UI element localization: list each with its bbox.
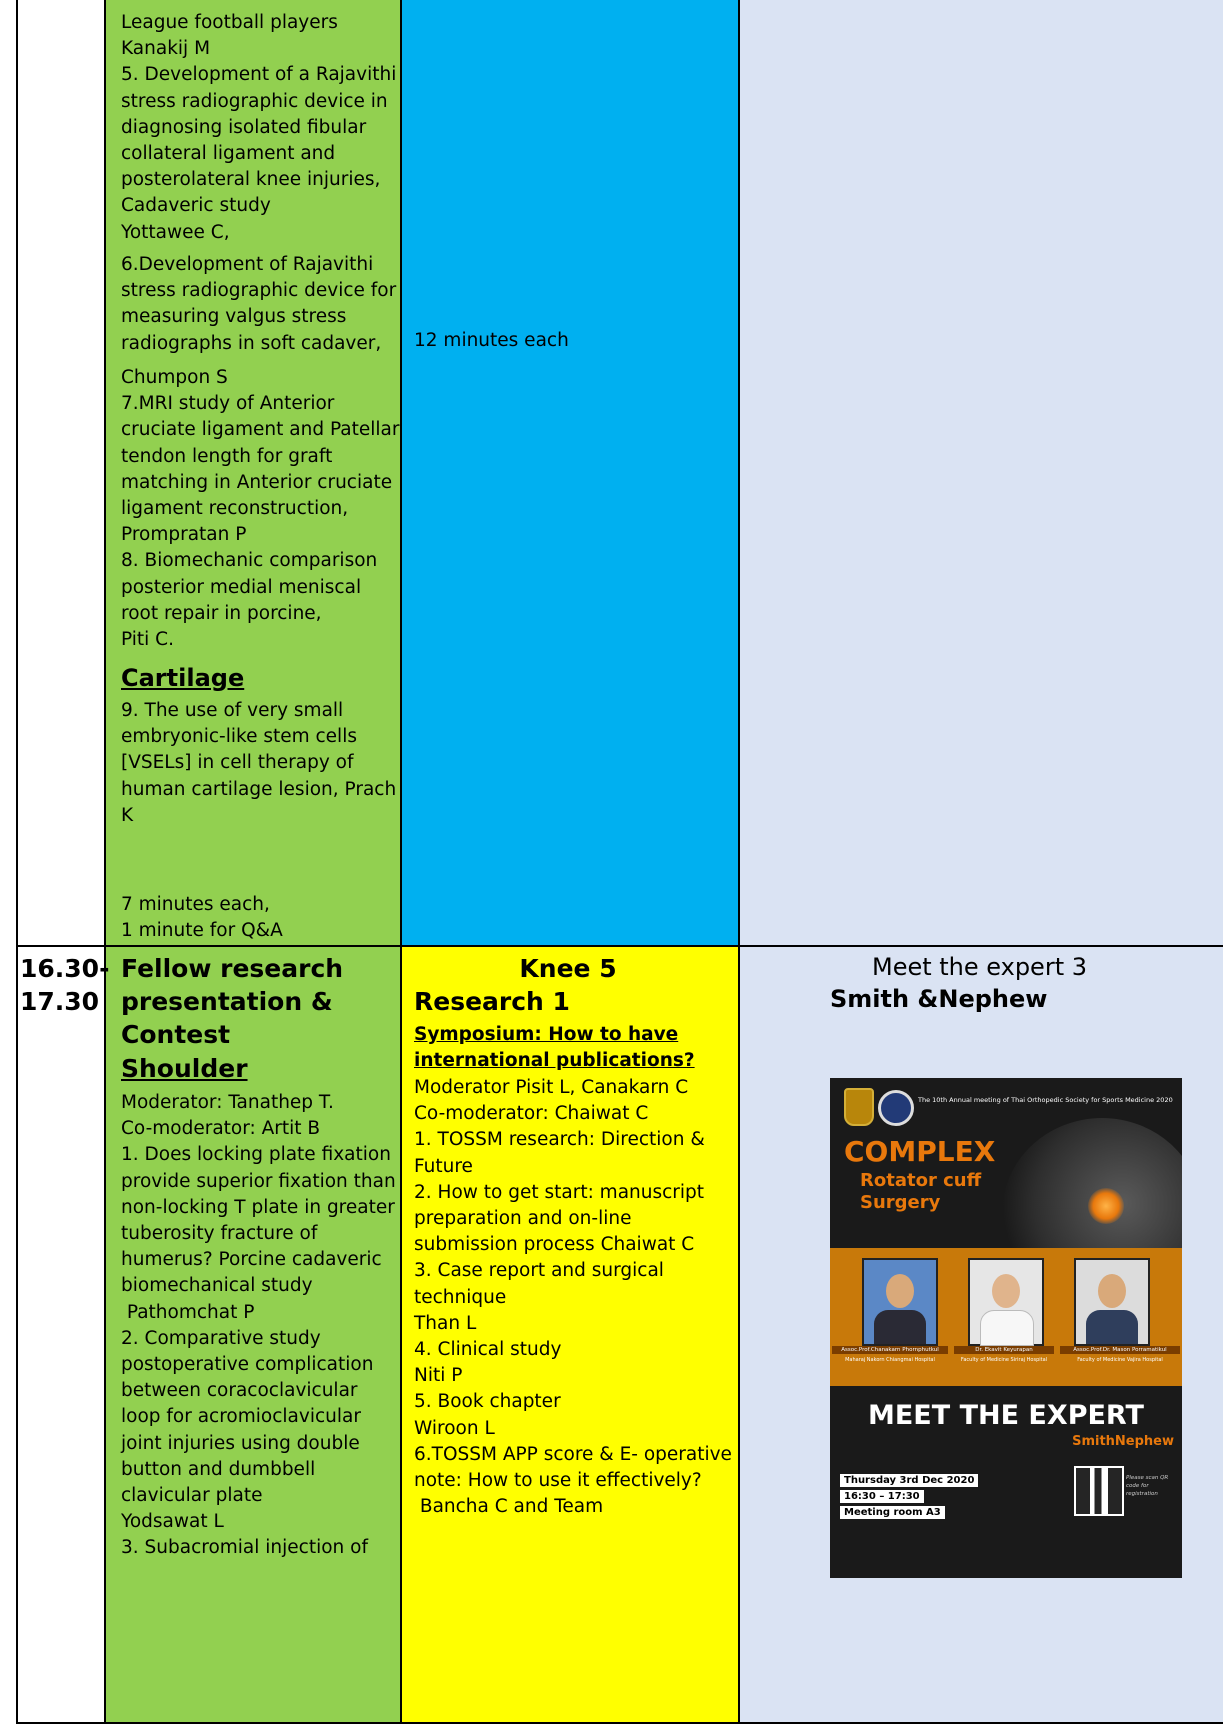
poster-surgery: Surgery bbox=[860, 1192, 941, 1213]
research-line: Cadaveric study bbox=[121, 195, 271, 217]
research-line: diagnosing isolated fibular bbox=[121, 116, 367, 138]
divider bbox=[738, 0, 740, 1722]
knee-line: 6.TOSSM APP score & E- operative bbox=[414, 1443, 732, 1465]
knee-line: submission process Chaiwat C bbox=[414, 1234, 695, 1256]
research-line: K bbox=[121, 804, 134, 826]
knee-title: Knee 5 bbox=[519, 954, 617, 983]
knee-line: Co-moderator: Chaiwat C bbox=[414, 1103, 649, 1125]
research-line: radiographs in soft cadaver, bbox=[121, 332, 382, 354]
research-line: Chumpon S bbox=[121, 367, 228, 388]
research-line: stress radiographic device for bbox=[121, 280, 397, 302]
knee-line: 1. TOSSM research: Direction & bbox=[414, 1129, 705, 1151]
research-line: 7.MRI study of Anterior bbox=[121, 393, 335, 415]
poster-header: The 10th Annual meeting of Thai Orthopedic Society for Sports Medicine 2020 bbox=[918, 1096, 1173, 1104]
fellow-line: loop for acromioclavicular bbox=[121, 1406, 361, 1428]
poster-room: Meeting room A3 bbox=[840, 1506, 945, 1519]
research-line: Piti C. bbox=[121, 629, 174, 651]
symposium-line: Symposium: How to have bbox=[414, 1024, 679, 1045]
speaker-photo bbox=[968, 1258, 1044, 1346]
fellow-line: humerus? Porcine cadaveric bbox=[121, 1249, 382, 1271]
time-slot bbox=[20, 952, 109, 1018]
fellow-line: non-locking T plate in greater bbox=[121, 1196, 395, 1218]
research-line: 9. The use of very small bbox=[121, 700, 344, 721]
fellow-line: between coracoclavicular bbox=[121, 1380, 358, 1402]
speaker-photo bbox=[1074, 1258, 1150, 1346]
joint-highlight-icon bbox=[1088, 1188, 1124, 1224]
qr-code-icon bbox=[1074, 1466, 1124, 1516]
speaker-hospital: Faculty of Medicine Siriraj Hospital bbox=[960, 1357, 1048, 1363]
knee-line: Than L bbox=[414, 1312, 477, 1334]
shoulder-heading: Shoulder bbox=[121, 1054, 248, 1083]
fellow-line: provide superior fixation than bbox=[121, 1170, 396, 1192]
knee-line: 5. Book chapter bbox=[414, 1391, 561, 1413]
research-line: Kanakij M bbox=[121, 38, 211, 60]
knee-line: 2. How to get start: manuscript bbox=[414, 1181, 705, 1203]
fellow-line: clavicular plate bbox=[121, 1485, 263, 1507]
divider bbox=[400, 0, 402, 1722]
fellow-line: Pathomchat P bbox=[121, 1301, 255, 1323]
row-divider bbox=[18, 945, 1221, 947]
time-end: 17.30 bbox=[20, 987, 100, 1016]
poster-rotator: Rotator cuff bbox=[860, 1170, 982, 1191]
blue-cell-top bbox=[402, 0, 738, 945]
knee-list bbox=[414, 1075, 732, 1520]
research-line: cruciate ligament and Patellar bbox=[121, 419, 400, 441]
expert-title: Meet the expert 3 bbox=[871, 953, 1087, 981]
symposium-title bbox=[414, 1022, 695, 1074]
research-line: Prompratan P bbox=[121, 524, 247, 546]
research-title: Research 1 bbox=[414, 987, 570, 1016]
speaker-name: Assoc.Prof.Chanakarn Phornphutkul bbox=[832, 1346, 948, 1354]
research-line: 5. Development of a Rajavithi bbox=[121, 64, 397, 86]
lavender-cell-top bbox=[740, 0, 1223, 945]
knee-line: Niti P bbox=[414, 1365, 463, 1387]
fellow-line: Co-moderator: Artit B bbox=[121, 1118, 321, 1140]
fellow-line: tuberosity fracture of bbox=[121, 1223, 318, 1245]
fellow-line: postoperative complication bbox=[121, 1354, 374, 1376]
speaker-name: Assoc.Prof.Dr. Mason Porramatikul bbox=[1060, 1346, 1180, 1354]
poster-complex: COMPLEX bbox=[844, 1135, 996, 1168]
fellow-list bbox=[121, 1090, 396, 1562]
cartilage-list bbox=[121, 698, 396, 829]
speaker-hospital: Maharaj Nakorn Chiangmai Hospital bbox=[845, 1357, 935, 1363]
expert-sponsor: Smith &Nephew bbox=[830, 985, 1048, 1013]
tossm-logo-icon bbox=[878, 1090, 914, 1126]
poster-brand: SmithNephew bbox=[1072, 1434, 1174, 1449]
research-line: measuring valgus stress bbox=[121, 306, 347, 328]
title-line: Contest bbox=[121, 1020, 231, 1049]
research-line: 8. Biomechanic comparison bbox=[121, 550, 378, 572]
society-crest-icon bbox=[844, 1088, 874, 1126]
poster-date: Thursday 3rd Dec 2020 bbox=[840, 1474, 978, 1487]
fellow-line: Yodsawat L bbox=[121, 1511, 224, 1533]
research-line: collateral ligament and bbox=[121, 143, 336, 165]
fellow-line: 3. Subacromial injection of bbox=[121, 1537, 368, 1559]
fellow-line: joint injuries using double bbox=[121, 1432, 360, 1454]
research-line: human cartilage lesion, Prach bbox=[121, 778, 397, 800]
research-line: 6.Development of Rajavithi bbox=[121, 254, 374, 275]
divider bbox=[104, 0, 106, 1722]
poster-meet: MEET THE EXPERT bbox=[868, 1400, 1144, 1431]
fellow-line: 2. Comparative study bbox=[121, 1327, 321, 1349]
research-list-c bbox=[121, 365, 400, 653]
speaker-hospital: Faculty of Medicine Vajira Hospital bbox=[1077, 1357, 1163, 1363]
meet-the-expert-poster bbox=[830, 1078, 1182, 1578]
knee-line: note: How to use it effectively? bbox=[414, 1470, 702, 1492]
knee-line: 3. Case report and surgical bbox=[414, 1260, 664, 1282]
knee-line: Bancha C and Team bbox=[414, 1496, 604, 1518]
knee-line: Wiroon L bbox=[414, 1417, 495, 1439]
research-list-b bbox=[121, 252, 396, 357]
research-line: League football players bbox=[121, 12, 338, 33]
poster-time: 16:30 – 17:30 bbox=[840, 1490, 924, 1503]
fellow-line: biomechanical study bbox=[121, 1275, 313, 1297]
timing-note bbox=[121, 892, 283, 944]
knee-line: technique bbox=[414, 1286, 507, 1308]
time-start: 16.30- bbox=[20, 954, 110, 983]
fellow-line: button and dumbbell bbox=[121, 1458, 316, 1480]
timing-line: 1 minute for Q&A bbox=[121, 920, 283, 942]
research-list-a bbox=[121, 10, 396, 246]
research-line: tendon length for graft bbox=[121, 445, 333, 467]
research-line: embryonic-like stem cells bbox=[121, 726, 357, 748]
timing-line: 7 minutes each, bbox=[121, 894, 270, 915]
speaker-photo bbox=[862, 1258, 938, 1346]
fellow-title bbox=[121, 952, 343, 1051]
title-line: presentation & bbox=[121, 987, 333, 1016]
research-line: root repair in porcine, bbox=[121, 602, 322, 624]
research-line: Yottawee C, bbox=[121, 221, 230, 243]
research-line: posterolateral knee injuries, bbox=[121, 169, 381, 191]
cartilage-heading: Cartilage bbox=[121, 664, 245, 692]
symposium-line: international publications? bbox=[414, 1050, 695, 1071]
research-line: stress radiographic device in bbox=[121, 90, 388, 112]
fellow-line: 1. Does locking plate fixation bbox=[121, 1144, 391, 1166]
research-line: [VSELs] in cell therapy of bbox=[121, 752, 354, 774]
knee-line: preparation and on-line bbox=[414, 1208, 632, 1230]
knee-line: Future bbox=[414, 1155, 473, 1177]
blue-note: 12 minutes each bbox=[414, 330, 569, 351]
title-line: Fellow research bbox=[121, 954, 344, 983]
knee-line: 4. Clinical study bbox=[414, 1339, 562, 1361]
knee-line: Moderator Pisit L, Canakarn C bbox=[414, 1077, 689, 1098]
fellow-line: Moderator: Tanathep T. bbox=[121, 1092, 334, 1113]
qr-note: Please scan QR code for registration bbox=[1126, 1475, 1169, 1497]
research-line: matching in Anterior cruciate bbox=[121, 471, 393, 493]
research-line: ligament reconstruction, bbox=[121, 498, 349, 520]
research-line: posterior medial meniscal bbox=[121, 576, 362, 598]
speaker-name: Dr. Ekavit Keyurapan bbox=[954, 1346, 1054, 1354]
